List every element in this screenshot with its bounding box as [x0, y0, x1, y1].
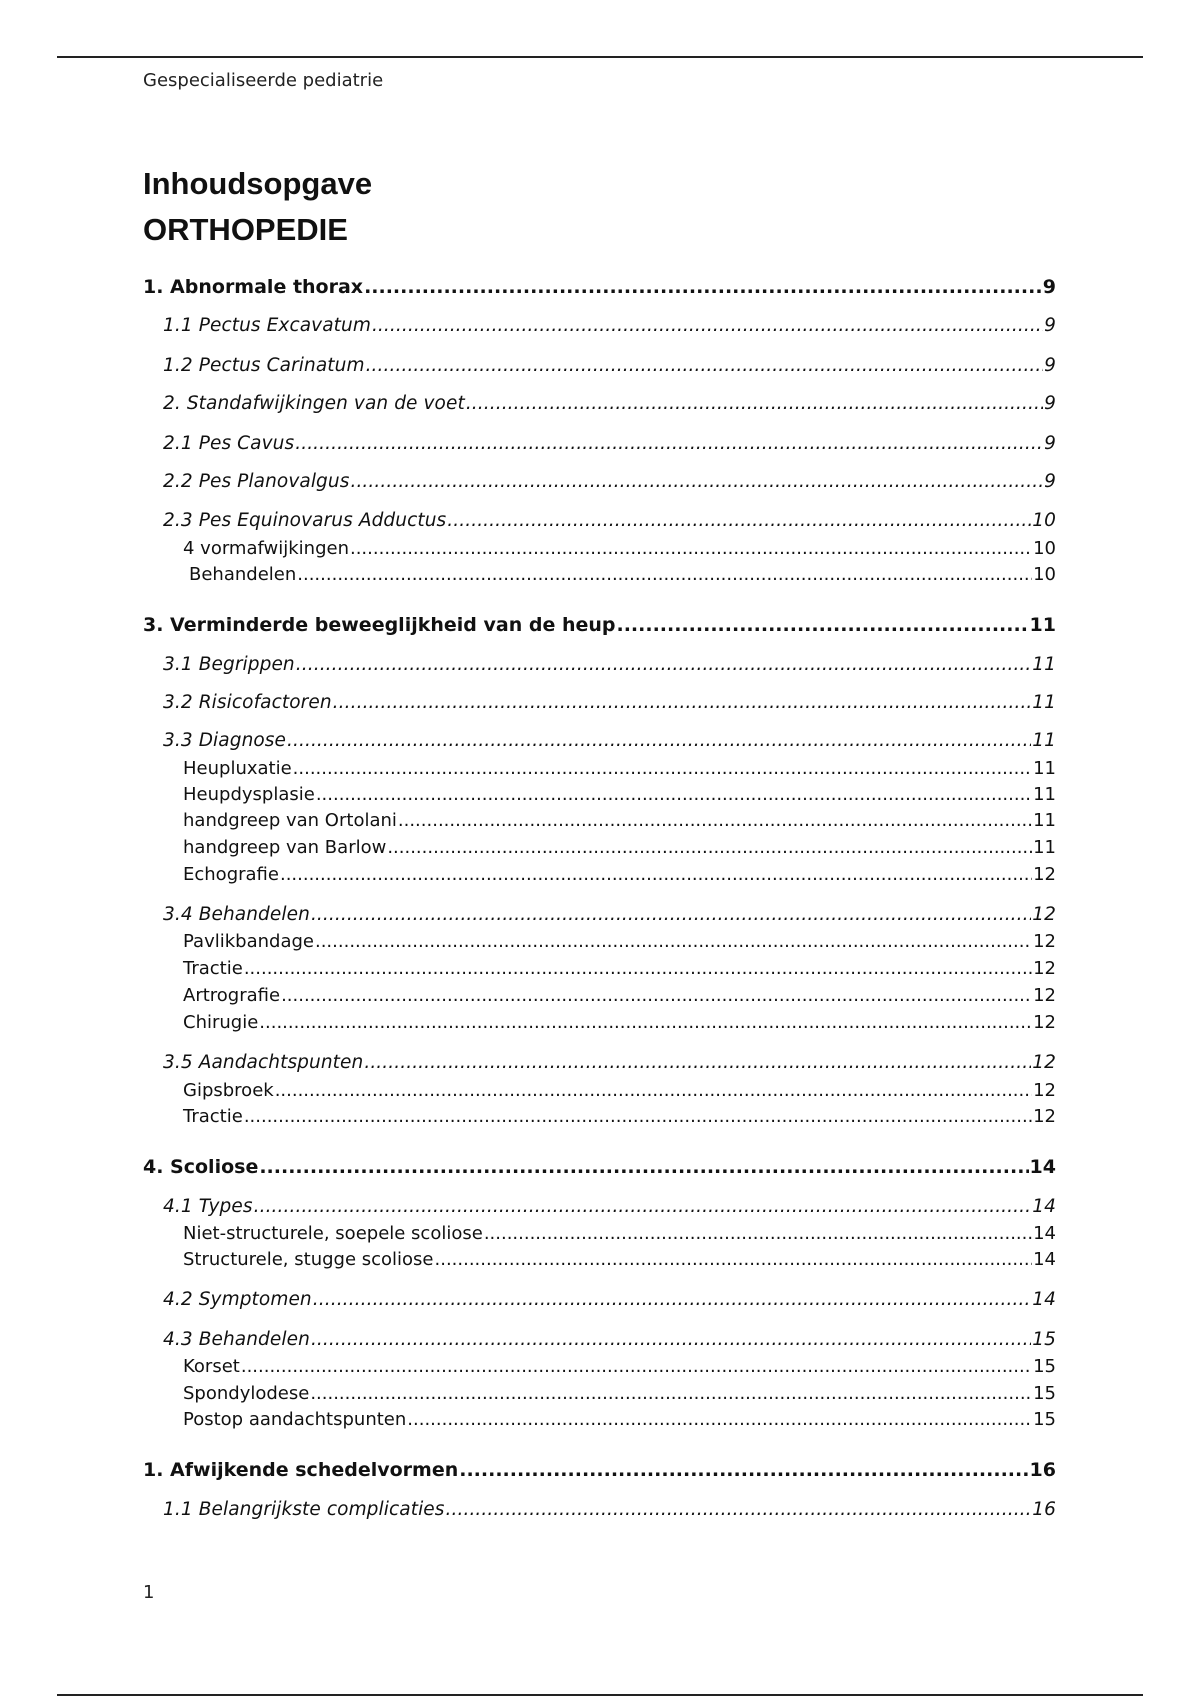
toc-dot-leader	[244, 958, 1032, 980]
toc-entry-page: 14	[1033, 1223, 1056, 1244]
toc-entry-page: 14	[1032, 1196, 1056, 1217]
toc-entry-label: 4. Scoliose	[143, 1156, 259, 1178]
toc-dot-leader	[484, 1223, 1032, 1245]
toc-entry-page: 11	[1033, 837, 1056, 858]
toc-entry-label: Behandelen	[189, 564, 297, 585]
section-title: ORTHOPEDIE	[143, 212, 348, 247]
toc-dot-leader	[259, 1012, 1032, 1034]
toc-entry-label: 3.1 Begrippen	[163, 654, 295, 675]
toc-dot-leader	[333, 692, 1032, 714]
toc-entry[interactable]	[163, 692, 1056, 714]
toc-entry-page: 14	[1029, 1156, 1056, 1178]
toc-entry-label: Structurele, stugge scoliose	[183, 1249, 434, 1270]
toc-entry[interactable]	[183, 1383, 1056, 1405]
toc-dot-leader	[364, 276, 1042, 299]
toc-entry-label: 1. Afwijkende schedelvormen	[143, 1459, 459, 1481]
toc-entry[interactable]	[163, 433, 1056, 455]
toc-entry-label: 1.1 Belangrijkste complicaties	[163, 1499, 445, 1520]
toc-entry-label: 3.2 Risicofactoren	[163, 692, 332, 713]
toc-dot-leader	[435, 1249, 1033, 1271]
toc-dot-leader	[350, 471, 1043, 493]
toc-dot-leader	[446, 1499, 1032, 1521]
toc-entry-page: 11	[1032, 654, 1056, 675]
toc-entry-label: Tractie	[183, 958, 243, 979]
toc-entry-page: 9	[1044, 315, 1056, 336]
toc-entry-page: 12	[1032, 1052, 1056, 1073]
footer-rule	[57, 1694, 1143, 1696]
toc-entry[interactable]	[163, 393, 1056, 415]
toc-entry-page: 9	[1044, 471, 1056, 492]
toc-entry[interactable]	[183, 1080, 1056, 1102]
toc-entry-label: 4.3 Behandelen	[163, 1329, 310, 1350]
toc-entry[interactable]	[183, 985, 1056, 1007]
toc-entry-page: 11	[1029, 614, 1056, 636]
toc-entry-page: 12	[1033, 864, 1056, 885]
toc-dot-leader	[281, 985, 1032, 1007]
toc-entry-page: 9	[1044, 355, 1056, 376]
toc-entry-label: 3.4 Behandelen	[163, 904, 310, 925]
toc-dot-leader	[617, 614, 1029, 637]
toc-dot-leader	[407, 1409, 1032, 1431]
toc-dot-leader	[315, 931, 1032, 953]
toc-entry-label: 1. Abnormale thorax	[143, 276, 364, 298]
toc-entry[interactable]	[163, 471, 1056, 493]
toc-entry-label: 3.3 Diagnose	[163, 730, 287, 751]
toc-entry[interactable]	[163, 654, 1056, 676]
toc-entry-label: Artrografie	[183, 985, 281, 1006]
toc-entry-label: Chirugie	[183, 1012, 259, 1033]
toc-dot-leader	[313, 1289, 1031, 1311]
toc-entry-page: 10	[1032, 510, 1056, 531]
toc-dot-leader	[254, 1196, 1032, 1218]
toc-entry-label: Gipsbroek	[183, 1080, 274, 1101]
toc-entry[interactable]	[163, 904, 1056, 926]
toc-entry[interactable]	[183, 837, 1056, 859]
toc-entry-page: 12	[1033, 1106, 1056, 1127]
toc-entry-page: 12	[1033, 1012, 1056, 1033]
toc-entry-label: 4.1 Types	[163, 1196, 253, 1217]
toc-entry-page: 11	[1033, 758, 1056, 779]
toc-entry-label: 3. Verminderde beweeglijkheid van de heup	[143, 614, 616, 636]
toc-entry-page: 12	[1033, 931, 1056, 952]
toc-entry[interactable]	[183, 931, 1056, 953]
toc-entry-label: 2.2 Pes Planovalgus	[163, 471, 350, 492]
toc-entry-label: Heupdysplasie	[183, 784, 315, 805]
toc-entry[interactable]	[163, 355, 1056, 377]
toc-dot-leader	[275, 1080, 1032, 1102]
toc-entry[interactable]	[163, 730, 1056, 752]
toc-entry-label: Postop aandachtspunten	[183, 1409, 407, 1430]
toc-entry-page: 14	[1033, 1249, 1056, 1270]
running-header: Gespecialiseerde pediatrie	[143, 70, 384, 91]
toc-entry-label: Heupluxatie	[183, 758, 292, 779]
toc-entry[interactable]	[183, 1223, 1056, 1245]
toc-entry[interactable]	[143, 614, 1056, 637]
toc-dot-leader	[259, 1156, 1028, 1179]
toc-entry[interactable]	[183, 958, 1056, 980]
toc-entry-page: 10	[1033, 538, 1056, 559]
toc-entry-page: 15	[1032, 1329, 1056, 1350]
toc-entry[interactable]	[163, 1196, 1056, 1218]
toc-entry[interactable]	[163, 510, 1056, 532]
toc-entry[interactable]	[163, 1329, 1056, 1351]
toc-entry-label: 1.1 Pectus Excavatum	[163, 315, 371, 336]
toc-entry-label: 1.2 Pectus Carinatum	[163, 355, 365, 376]
toc-dot-leader	[244, 1106, 1032, 1128]
toc-entry-page: 11	[1033, 784, 1056, 805]
toc-entry-page: 15	[1033, 1409, 1056, 1430]
toc-entry-page: 11	[1032, 692, 1056, 713]
toc-entry-label: 2.1 Pes Cavus	[163, 433, 295, 454]
toc-entry-label: 4.2 Symptomen	[163, 1289, 312, 1310]
toc-entry-label: Pavlikbandage	[183, 931, 314, 952]
toc-entry[interactable]	[183, 784, 1056, 806]
toc-title: Inhoudsopgave	[143, 166, 373, 201]
toc-dot-leader	[287, 730, 1031, 752]
toc-entry-label: Korset	[183, 1356, 240, 1377]
toc-entry-label: 3.5 Aandachtspunten	[163, 1052, 364, 1073]
toc-dot-leader	[364, 1052, 1031, 1074]
toc-entry-page: 12	[1033, 958, 1056, 979]
toc-entry-label: handgreep van Barlow	[183, 837, 387, 858]
toc-entry-page: 12	[1033, 1080, 1056, 1101]
toc-dot-leader	[459, 1459, 1028, 1482]
toc-dot-leader	[316, 784, 1032, 806]
toc-dot-leader	[295, 433, 1043, 455]
page-number: 1	[143, 1582, 155, 1603]
toc-entry[interactable]	[183, 1409, 1056, 1431]
toc-entry-page: 15	[1033, 1383, 1056, 1404]
toc-dot-leader	[366, 355, 1044, 377]
toc-entry[interactable]	[163, 1289, 1056, 1311]
toc-dot-leader	[296, 654, 1031, 676]
toc-entry[interactable]	[163, 1499, 1056, 1521]
toc-dot-leader	[350, 538, 1032, 560]
toc-dot-leader	[466, 393, 1043, 415]
toc-dot-leader	[241, 1356, 1032, 1378]
toc-entry-page: 16	[1029, 1459, 1056, 1481]
toc-entry[interactable]	[183, 538, 1056, 560]
toc-entry-page: 9	[1044, 433, 1056, 454]
toc-dot-leader	[387, 837, 1032, 859]
toc-entry[interactable]	[183, 1249, 1056, 1271]
toc-entry-label: 4 vormafwijkingen	[183, 538, 349, 559]
toc-entry-page: 14	[1032, 1289, 1056, 1310]
toc-entry-page: 15	[1033, 1356, 1056, 1377]
toc-entry-label: Echografie	[183, 864, 279, 885]
toc-dot-leader	[293, 758, 1032, 780]
toc-entry[interactable]	[183, 758, 1056, 780]
toc-entry[interactable]	[163, 315, 1056, 337]
toc-entry[interactable]	[163, 1052, 1056, 1074]
toc-dot-leader	[310, 1383, 1032, 1405]
toc-entry-page: 9	[1044, 393, 1056, 414]
toc-entry[interactable]	[183, 810, 1056, 832]
toc-dot-leader	[297, 564, 1032, 586]
toc-dot-leader	[311, 904, 1031, 926]
toc-dot-leader	[398, 810, 1032, 832]
toc-entry-label: 2.3 Pes Equinovarus Adductus	[163, 510, 447, 531]
toc-entry-page: 16	[1032, 1499, 1056, 1520]
toc-entry-page: 9	[1042, 276, 1056, 298]
toc-entry[interactable]	[183, 1012, 1056, 1034]
toc-entry[interactable]	[143, 276, 1056, 299]
toc-entry-page: 11	[1032, 730, 1056, 751]
toc-entry-page: 12	[1032, 904, 1056, 925]
toc-entry-page: 11	[1033, 810, 1056, 831]
toc-entry[interactable]	[183, 864, 1056, 886]
toc-entry[interactable]	[189, 564, 1056, 586]
toc-entry-page: 10	[1033, 564, 1056, 585]
toc-entry[interactable]	[143, 1156, 1056, 1179]
toc-entry[interactable]	[183, 1106, 1056, 1128]
toc-dot-leader	[372, 315, 1043, 337]
toc-dot-leader	[280, 864, 1032, 886]
toc-entry-label: Tractie	[183, 1106, 243, 1127]
toc-entry[interactable]	[143, 1459, 1056, 1482]
toc-dot-leader	[311, 1329, 1031, 1351]
toc-entry-label: 2. Standafwijkingen van de voet	[163, 393, 465, 414]
toc-entry[interactable]	[183, 1356, 1056, 1378]
toc-entry-label: handgreep van Ortolani	[183, 810, 397, 831]
toc-entry-label: Spondylodese	[183, 1383, 310, 1404]
toc-entry-label: Niet-structurele, soepele scoliose	[183, 1223, 483, 1244]
toc-entry-page: 12	[1033, 985, 1056, 1006]
toc-dot-leader	[447, 510, 1031, 532]
